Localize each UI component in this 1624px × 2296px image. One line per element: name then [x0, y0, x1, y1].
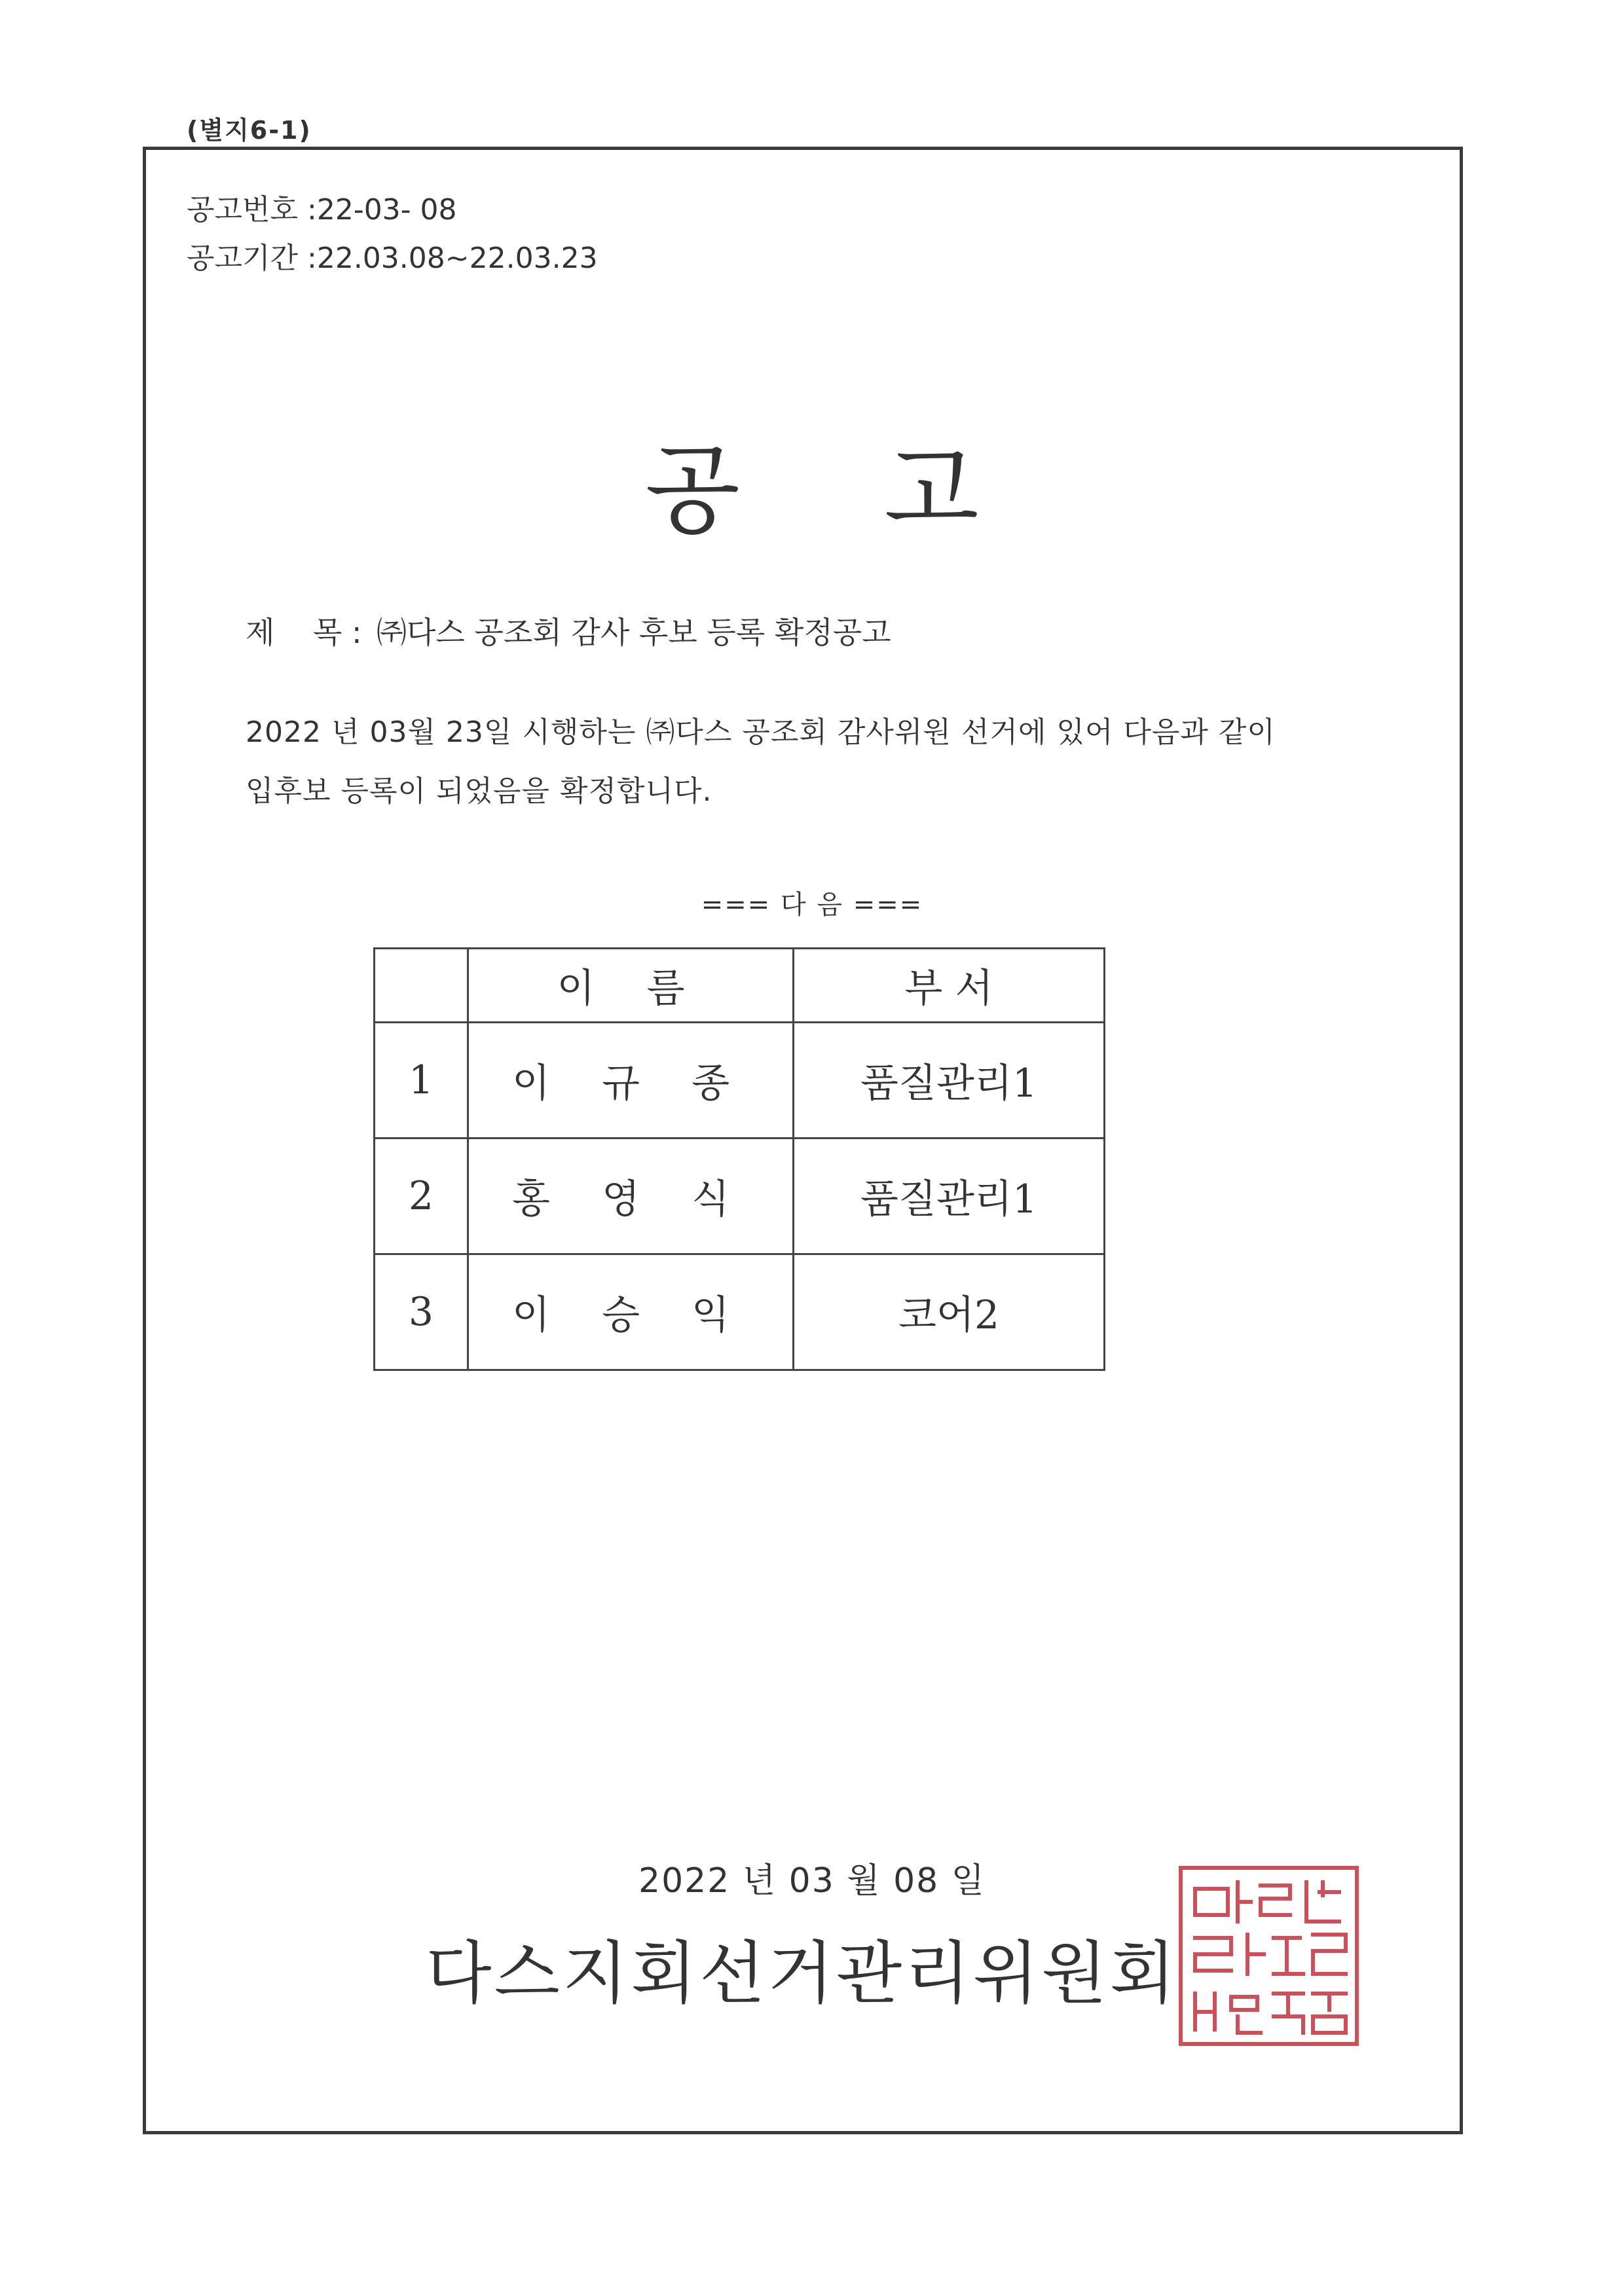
title-char-1: 공 [645, 434, 740, 548]
header-department: 부 서 [794, 949, 1105, 1023]
table-row [375, 1139, 1105, 1254]
title-char-2: 고 [884, 434, 979, 548]
notice-number: 공고번호 :22-03- 08 [187, 193, 457, 227]
row-department: 코어2 [794, 1254, 1105, 1370]
attachment-label: (별지6-1) [187, 116, 312, 145]
body-line-1: 2022 년 03월 23일 시행하는 ㈜다스 공조회 감사위원 선거에 있어 다음과 같이 [246, 716, 1276, 749]
subject-label: 제 목 : [246, 615, 372, 650]
table-row [375, 1254, 1105, 1370]
row-number: 1 [375, 1023, 468, 1139]
header-number [375, 949, 468, 1023]
header-name: 이 름 [468, 949, 794, 1023]
subject-line [246, 609, 891, 652]
row-department: 품질관리1 [794, 1023, 1105, 1139]
body-line-2: 입후보 등록이 되었음을 확정합니다. [246, 774, 712, 808]
issue-date: 2022 년 03 월 08 일 [638, 1861, 986, 1901]
document-title [0, 411, 1624, 553]
list-heading: === 다 음 === [701, 890, 923, 920]
row-name: 이 승 익 [468, 1254, 794, 1370]
notice-period: 공고기간 :22.03.08~22.03.23 [187, 242, 598, 275]
subject-text: ㈜다스 공조회 감사 후보 등록 확정공고 [377, 615, 891, 650]
candidate-table [373, 947, 1105, 1371]
official-seal-icon [1175, 1863, 1362, 2049]
row-number: 2 [375, 1139, 468, 1254]
organization-name: 다스지회선거관리위원회 [426, 1933, 1179, 2013]
row-number: 3 [375, 1254, 468, 1370]
table-header-row [375, 949, 1105, 1023]
table-row [375, 1023, 1105, 1139]
row-department: 품질관리1 [794, 1139, 1105, 1254]
row-name: 이 규 종 [468, 1023, 794, 1139]
row-name: 홍 영 식 [468, 1139, 794, 1254]
